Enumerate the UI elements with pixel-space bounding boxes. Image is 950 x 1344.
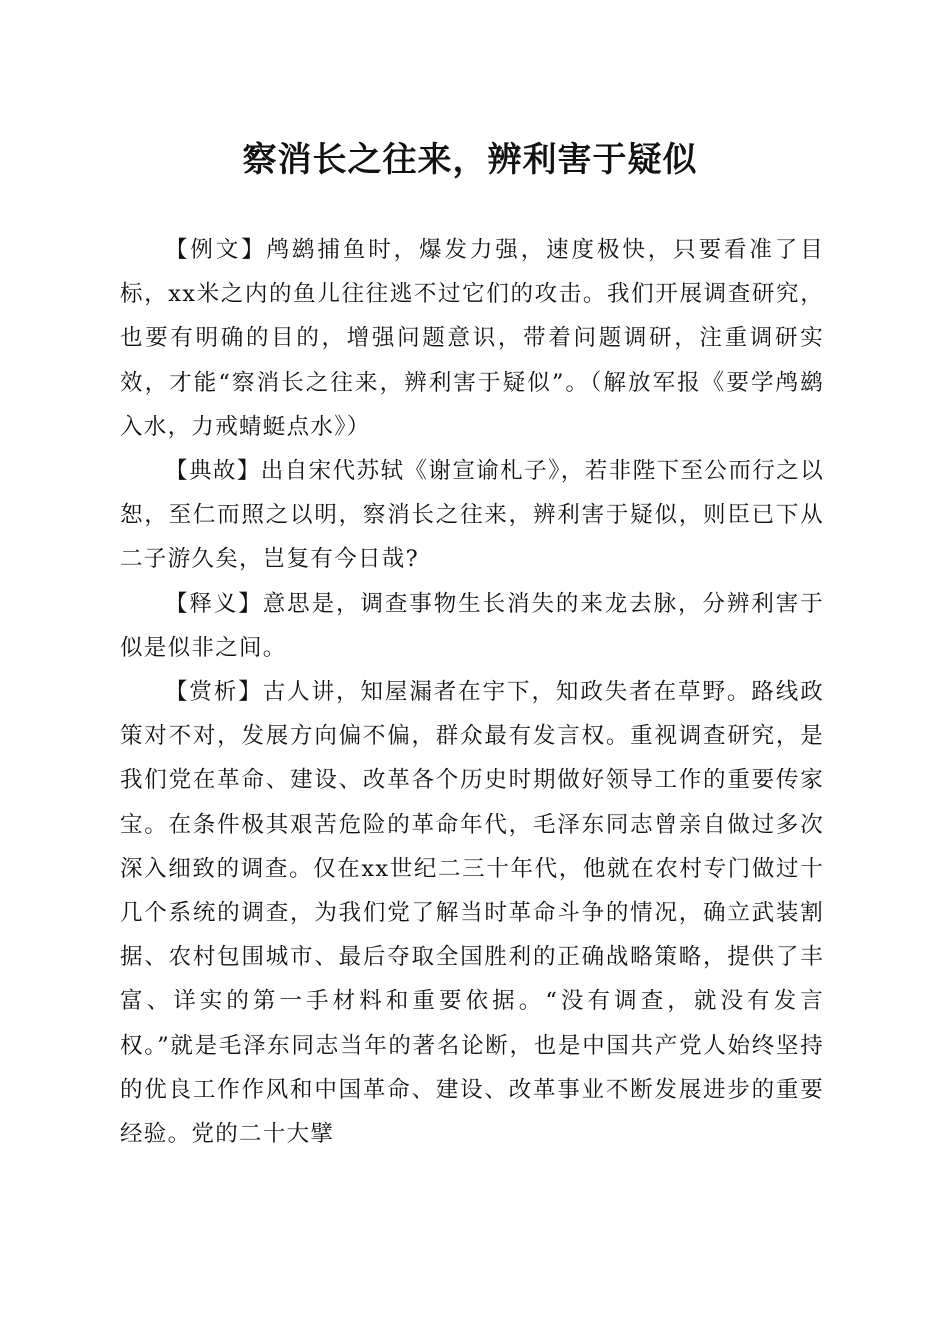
paragraph-text: 出自宋代苏轼《谢宣谕札子》，若非陛下至公而行之以恕，至仁而照之以明，察消长之往来，辨利害于疑似，则臣已下从二子游久矣，岂复有今日哉? [120, 458, 825, 573]
document-title: 察消长之往来，辨利害于疑似 [242, 140, 698, 180]
paragraph-text: 鸬鹚捕鱼时，爆发力强，速度极快，只要看准了目标，xx米之内的鱼儿往往逃不过它们的攻击。我们开展调查研究，也要有明确的目的，增强问题意识，带着问题调研，注重调研实效，才能“察消长之往来，辨利害于疑似”。（解放军报《要学鸬鹚入水，力戒蜻蜓点水》） [120, 237, 824, 440]
paragraph-meaning [120, 582, 824, 670]
paragraph-example [120, 228, 824, 449]
paragraph-appreciation [120, 670, 824, 1156]
paragraph-tag: 【典故】 [165, 458, 261, 485]
paragraph-tag: 【赏析】 [165, 679, 263, 706]
paragraph-tag: 【释义】 [165, 590, 263, 617]
paragraph-text: 意思是，调查事物生长消失的来龙去脉，分辨利害于似是似非之间。 [120, 590, 825, 661]
paragraph-allusion [120, 449, 824, 582]
paragraph-text: 古人讲，知屋漏者在宇下，知政失者在草野。路线政策对不对，发展方向偏不偏，群众最有发言权。重视调查研究，是我们党在革命、建设、改革各个历史时期做好领导工作的重要传家宝。在条件极其艰苦危险的革命年代，毛泽东同志曾亲自做过多次深入细致的调查。仅在xx世纪二三十年代，他就在农村专门做过十几个系统的调查，为我们党了解当时革命斗争的情况，确立武装割据、农村包围城市、最后夺取全国胜利的正确战略策略，提供了丰富、详实的第一手材料和重要依据。“没有调查，就没有发言权。”就是毛泽东同志当年的著名论断，也是中国共产党人始终坚持的优良工作作风和中国革命、建设、改革事业不断发展进步的重要经验。党的二十大擘 [120, 679, 825, 1148]
paragraph-tag: 【例文】 [165, 237, 267, 263]
document-body [120, 228, 824, 1156]
